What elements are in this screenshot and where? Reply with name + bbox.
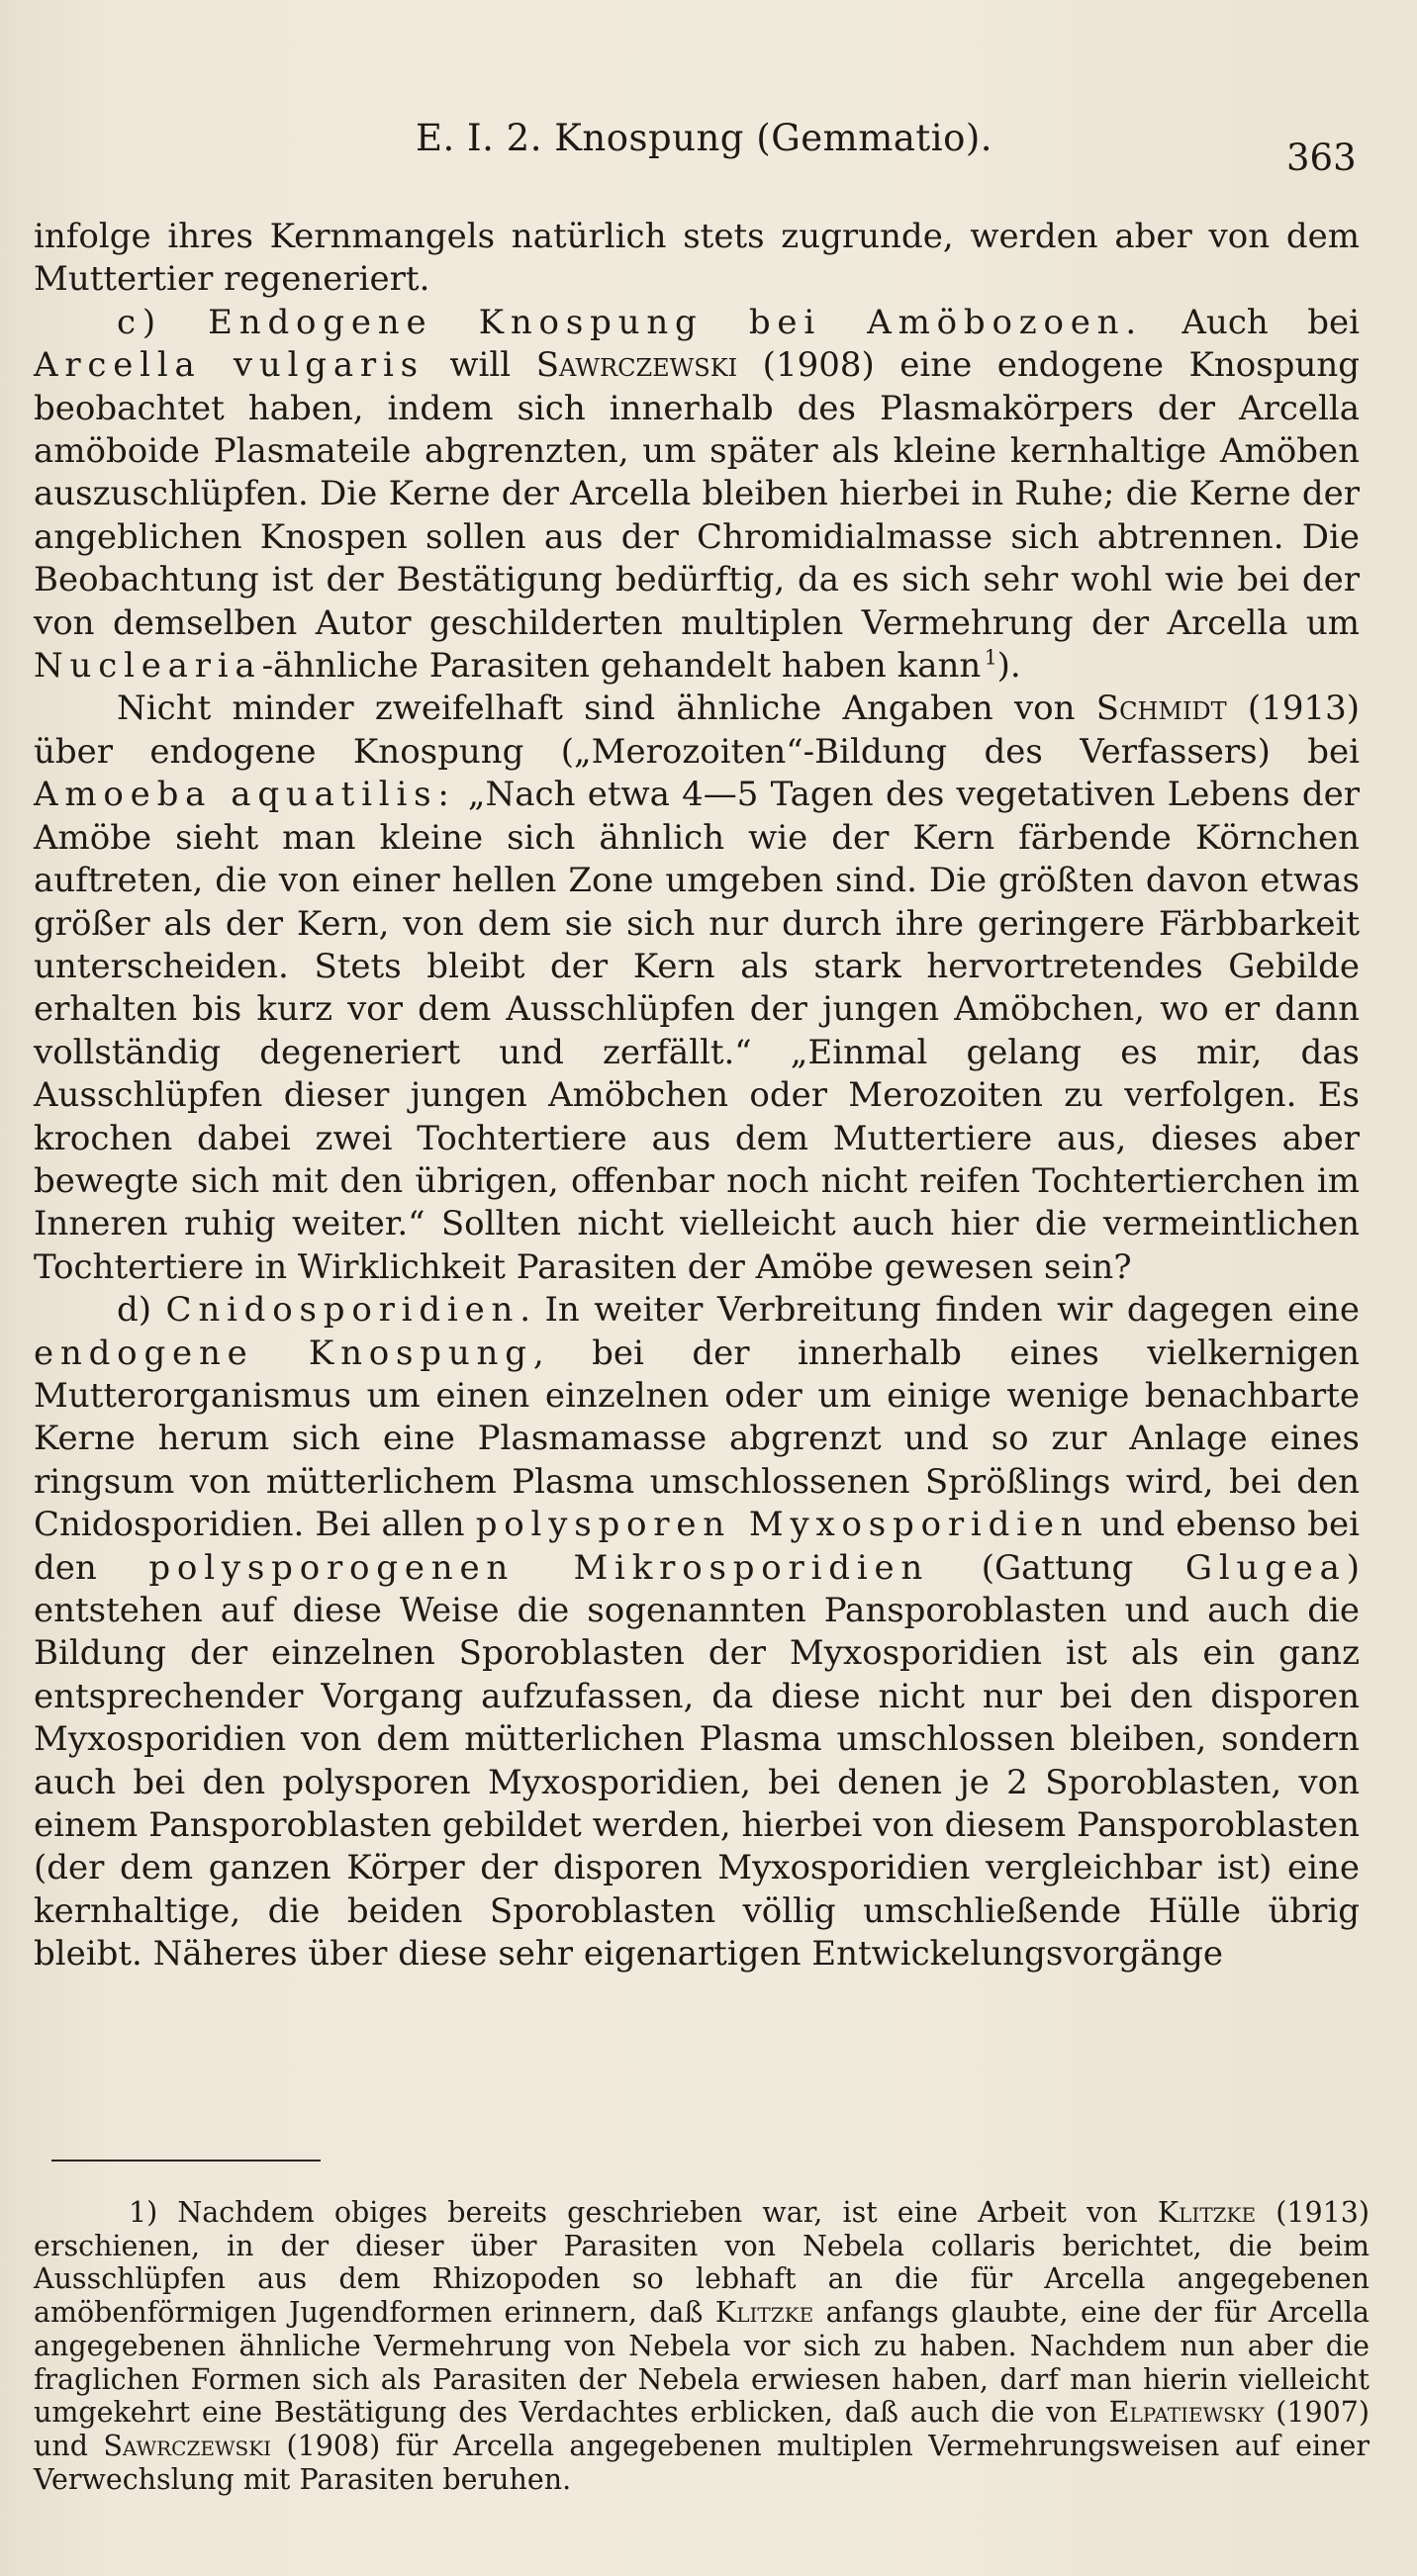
species-arcella: Arcella vulgaris [34,345,425,386]
genus-nuclearia: Nuclearia [34,646,262,687]
footnote-text-3: anfangs glaubte, eine der für Arcella angegebenen ähnliche Vermehrung von Nebela vor sich zu haben. Nachdem nun aber die fraglichen Formen sich als Parasiten der Nebela erwiesen haben, darf man hierin vielleicht umgekehrt eine Bestätigung des Verdachtes erblicken, daß auch die von [34,2296,1370,2430]
p2-text-1: Auch bei [1142,302,1360,342]
footnote-text-1: 1) Nachdem obiges bereits geschrieben war, ist eine Arbeit von [129,2196,1158,2229]
page-header [0,117,1417,186]
author-sawrczewski-footnote: Sawrczewski [103,2429,272,2462]
p2-text-4: -ähnliche Parasiten gehandelt haben kann [261,646,982,687]
paragraph-1 [34,216,1360,302]
footnote-divider [51,2160,321,2162]
species-amoeba: Amoeba aquatilis: [34,775,456,815]
genus-glugea: Glugea [1184,1547,1347,1588]
term-endogene-knospung: endogene Knospung [34,1333,533,1373]
p3-text-3: „Nach etwa 4—5 Tagen des vegetativen Lebens der Amöbe sieht man kleine sich ähnlich wie der Kern färbende Körnchen auftreten, die von einer hellen Zone umgeben sind. Die größten davon etwas größer als der Kern, von dem sie sich nur durch ihre geringere Färbbarkeit unterscheiden. Stets bleibt der Kern als stark hervortretendes Gebilde erhalten bis kurz vor dem Ausschlüpfen der jungen Amöbchen, wo er dann vollständig degeneriert und zerfällt.“ „Einmal gelang es mir, das Ausschlüpfen dieser jungen Amöbchen oder Merozoiten zu verfolgen. Es krochen dabei zwei Tochtertiere aus dem Muttertiere aus, dieses aber bewegte sich mit den übrigen, offenbar noch nicht reifen Tochtertierchen im Inneren ruhig weiter.“ Sollten nicht vielleicht auch hier die vermeintlichen Tochtertiere in Wirklichkeit Parasiten der Amöbe gewesen sein? [34,775,1360,1287]
paragraph-4 [34,1289,1360,1977]
p3-text-2: (1913) über endogene Knospung („Merozoiten“-Bildung des Verfassers) bei [34,689,1360,772]
author-elpatiewsky: Elpatiewsky [1108,2396,1265,2430]
section-c-heading: c) Endogene Knospung bei Amöbozoen. [117,302,1143,342]
footnote [34,2196,1370,2496]
author-klitzke: Klitzke [1157,2196,1257,2229]
author-sawrczewski: Sawrczewski [535,345,738,386]
page-number: 363 [1286,137,1357,179]
p4-text-3: und ebenso bei den [34,1505,1360,1588]
paragraph-3 [34,688,1360,1289]
p1-text: infolge ihres Kernmangels natürlich stets zugrunde, werden aber von dem Muttertier regeneriert. [34,217,1360,300]
footnote-text-2: (1913) erschienen, in der dieser über Parasiten von Nebela collaris berichtet, die beim Ausschlüpfen aus dem Rhizopoden so lebhaft an die für Arcella angegebenen amöbenförmigen Jugendformen erinnern, daß [34,2196,1370,2330]
p4-text-2: , bei der innerhalb eines vielkernigen Mutterorganismus um einen einzelnen oder um einige wenige benachbarte Kerne herum sich eine Plasmamasse abgrenzt und so zur Anlage eines ringsum von mütterlichem Plasma umschlossenen Sprößlings wird, bei den Cnidosporidien. Bei allen [34,1333,1360,1545]
running-title: E. I. 2. Knospung (Gemmatio). [416,117,993,159]
p2-text-3: (1908) eine endogene Knospung beobachtet haben, indem sich innerhalb des Plasmakörpers der Arcella amöboide Plasmateile abgrenzten, um später als kleine kernhaltige Amöben auszuschlüpfen. Die Kerne der Arcella bleiben hierbei in Ruhe; die Kerne der angeblichen Knospen sollen aus der Chromidialmasse sich abtrennen. Die Beobachtung ist der Bestätigung bedürftig, da es sich sehr wohl wie bei der von demselben Autor geschilderten multiplen Vermehrung der Arcella um [34,345,1361,643]
section-d-prefix: d) [117,1290,166,1331]
term-polysporogenen: polysporogenen Mikrosporidien [148,1547,930,1588]
body-text [34,216,1360,1977]
footnote-ref: 1 [984,645,997,670]
p4-text-4: (Gattung [929,1547,1185,1588]
p2-text-2: will [424,345,536,386]
p2-text-5: ). [996,646,1021,687]
p4-text-1: . In weiter Verbreitung finden wir dagegen eine [520,1290,1360,1331]
term-polysporen: polysporen Myxosporidien [475,1505,1089,1545]
author-schmidt: Schmidt [1095,689,1227,729]
p4-text-5: ) entstehen auf diese Weise die sogenannten Pansporoblasten und auch die Bildung der einzelnen Sporoblasten der Myxosporidien ist als ein ganz entsprechender Vorgang aufzufassen, da diese nicht nur bei den disporen Myxosporidien von dem mütterlichen Plasma umschlossen bleiben, sondern auch bei den polysporen Myxosporidien, bei denen je 2 Sporoblasten, von einem Pansporoblasten gebildet werden, hierbei von diesem Pansporoblasten (der dem ganzen Körper der disporen Myxosporidien vergleichbar ist) eine kernhaltige, die beiden Sporoblasten völlig umschließende Hülle übrig bleibt. Näheres über diese sehr eigenartigen Entwickelungsvorgänge [34,1547,1361,1975]
paragraph-2 [34,302,1360,689]
footnote-text-5: (1908) für Arcella angegebenen multiplen Vermehrungsweisen auf einer Verwechslung mit Parasiten beruhen. [34,2429,1370,2496]
section-d-heading: Cnidosporidien [165,1290,520,1331]
p3-text-1: Nicht minder zweifelhaft sind ähnliche Angaben von [117,689,1096,729]
footnote-text-4: (1907) und [34,2396,1370,2462]
author-klitzke-2: Klitzke [714,2296,814,2330]
